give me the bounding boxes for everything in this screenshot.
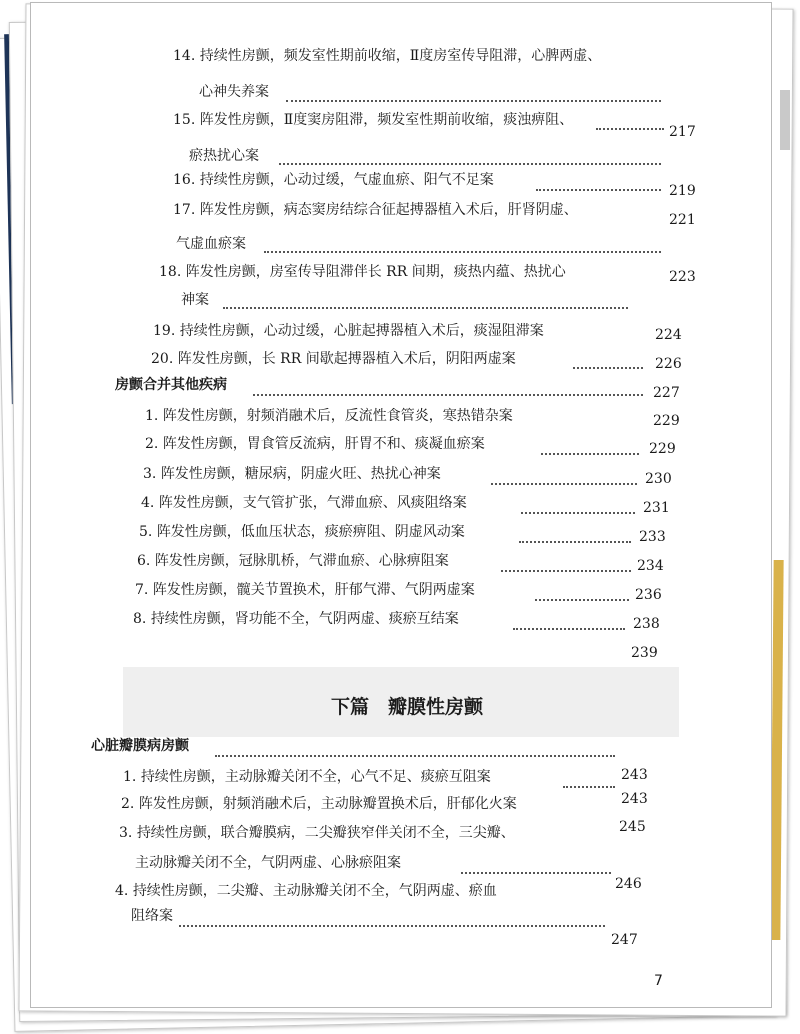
page-number: 245	[619, 819, 646, 835]
section-heading-complications: 房颤合并其他疾病	[115, 377, 227, 393]
toc-entry-s2-4-line1: 4. 持续性房颤，二尖瓣、主动脉瓣关闭不全，气阴两虚、瘀血	[115, 883, 497, 899]
leader-dots	[264, 249, 661, 253]
toc-entry-s2-3-line1: 3. 持续性房颤，联合瓣膜病，二尖瓣狭窄伴关闭不全，三尖瓣、	[119, 825, 515, 841]
page-number: 233	[639, 529, 666, 545]
toc-entry-20: 20. 阵发性房颤，长 RR 间歇起搏器植入术后，阴阳两虚案	[151, 351, 516, 367]
toc-entry-17-line2: 气虚血瘀案	[176, 236, 246, 252]
page-number: 247	[611, 932, 638, 948]
page-number: 224	[655, 327, 682, 343]
page-number: 238	[633, 616, 660, 632]
toc-entry-14-line2: 心神失养案	[199, 84, 269, 100]
toc-entry-s1-3: 3. 阵发性房颤，糖尿病，阴虚火旺、热扰心神案	[143, 466, 441, 482]
folio-page-number: 7	[654, 973, 663, 989]
toc-entry-s1-7: 7. 阵发性房颤，髋关节置换术，肝郁气滞、气阴两虚案	[135, 582, 475, 598]
page-number: 243	[621, 791, 648, 807]
toc-entry-18-line1: 18. 阵发性房颤，房室传导阻滞伴长 RR 间期，痰热内蕴、热扰心	[159, 264, 566, 280]
page-number: 226	[655, 356, 682, 372]
toc-entry-s1-1: 1. 阵发性房颤，射频消融术后，反流性食管炎，寒热错杂案	[145, 408, 513, 424]
toc-entry-s2-2: 2. 阵发性房颤，射频消融术后，主动脉瓣置换术后，肝郁化火案	[121, 796, 517, 812]
page-number: 229	[649, 441, 676, 457]
leader-dots	[215, 753, 615, 757]
leader-dots	[596, 126, 664, 130]
leader-dots	[519, 539, 631, 543]
page-number: 239	[631, 645, 658, 661]
leader-dots	[179, 923, 605, 927]
page-number: 230	[645, 471, 672, 487]
leader-dots	[536, 187, 661, 191]
page-number: 221	[669, 212, 696, 228]
leader-dots	[535, 597, 629, 601]
leader-dots	[501, 568, 631, 572]
toc-entry-19: 19. 持续性房颤，心动过缓，心脏起搏器植入术后，痰湿阻滞案	[153, 323, 544, 339]
toc-entry-s1-5: 5. 阵发性房颤，低血压状态，痰瘀痹阻、阴虚风动案	[139, 524, 465, 540]
page-number: 243	[621, 767, 648, 783]
toc-entry-15-line2: 瘀热扰心案	[189, 148, 259, 164]
section-heading-valvular: 心脏瓣膜病房颤	[91, 738, 189, 754]
leader-dots	[286, 98, 661, 102]
cover-edge-gray	[780, 90, 790, 150]
toc-entry-s1-2: 2. 阵发性房颤，胃食管反流病，肝胃不和、痰凝血瘀案	[145, 436, 485, 452]
leader-dots	[513, 626, 625, 630]
page-number: 236	[635, 587, 662, 603]
toc-page	[30, 2, 772, 1008]
toc-entry-s2-1: 1. 持续性房颤，主动脉瓣关闭不全，心气不足、痰瘀互阻案	[123, 769, 491, 785]
toc-entry-17-line1: 17. 阵发性房颤，病态窦房结综合征起搏器植入术后，肝肾阴虚、	[173, 202, 578, 218]
page-number: 246	[615, 876, 642, 892]
leader-dots	[521, 510, 635, 514]
toc-entry-s1-8: 8. 持续性房颤，肾功能不全，气阴两虚、痰瘀互结案	[133, 611, 459, 627]
leader-dots	[461, 870, 611, 874]
toc-entry-s1-6: 6. 阵发性房颤，冠脉肌桥，气滞血瘀、心脉痹阻案	[137, 553, 449, 569]
toc-entry-18-line2: 神案	[181, 292, 209, 308]
page-number: 229	[653, 413, 680, 429]
part-title: 下篇 瓣膜性房颤	[331, 696, 484, 718]
leader-dots	[223, 305, 628, 309]
toc-entry-s2-3-line2: 主动脉瓣关闭不全，气阴两虚、心脉瘀阻案	[135, 855, 401, 871]
leader-dots	[563, 784, 615, 788]
leader-dots	[573, 365, 643, 369]
leader-dots	[253, 392, 643, 396]
page-number: 227	[653, 385, 680, 401]
page-number: 234	[637, 558, 664, 574]
toc-entry-s2-4-line2: 阻络案	[131, 908, 173, 924]
leader-dots	[491, 481, 637, 485]
leader-dots	[279, 161, 661, 165]
page-number: 223	[669, 269, 696, 285]
toc-entry-16: 16. 持续性房颤，心动过缓，气虚血瘀、阳气不足案	[173, 172, 494, 188]
page-number: 231	[643, 500, 670, 516]
toc-entry-s1-4: 4. 阵发性房颤，支气管扩张，气滞血瘀、风痰阻络案	[141, 495, 467, 511]
leader-dots	[541, 451, 639, 455]
page-number: 217	[669, 124, 696, 140]
toc-entry-14-line1: 14. 持续性房颤，频发室性期前收缩，Ⅱ度房室传导阻滞，心脾两虚、	[173, 48, 602, 64]
toc-entry-15-line1: 15. 阵发性房颤，Ⅱ度窦房阻滞，频发室性期前收缩，痰浊痹阻、	[173, 112, 574, 128]
page-number: 219	[669, 183, 696, 199]
